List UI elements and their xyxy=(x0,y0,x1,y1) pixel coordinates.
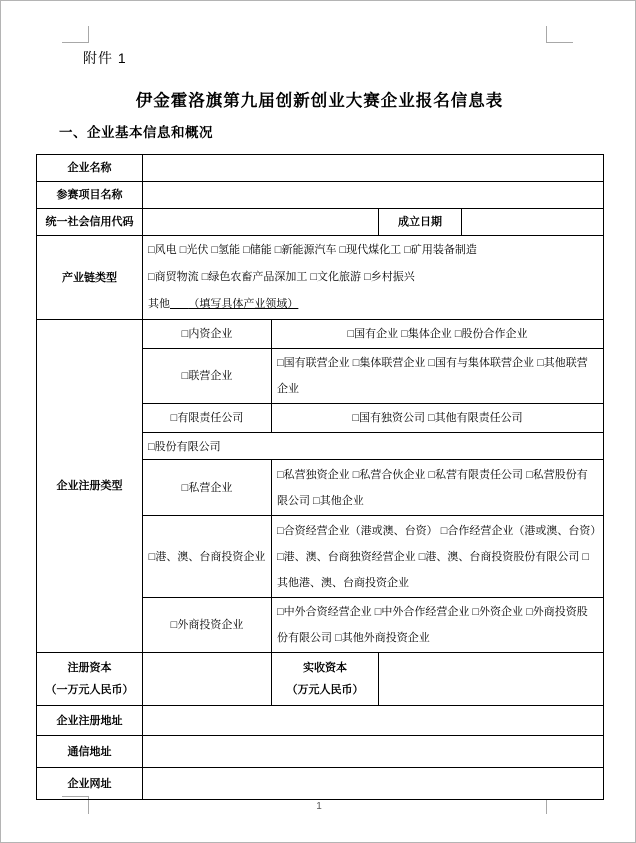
reg-type-foreign[interactable]: □外商投资企业 xyxy=(143,598,272,653)
website-field[interactable] xyxy=(143,768,604,800)
reg-type-domestic-options[interactable]: □国有企业 □集体企业 □股份合作企业 xyxy=(272,320,604,349)
paid-in-capital-label xyxy=(272,653,379,706)
registered-capital-label xyxy=(37,653,143,706)
reg-type-llc-options[interactable]: □国有独资公司 □其他有限责任公司 xyxy=(272,404,604,433)
table-row xyxy=(37,155,604,182)
reg-type-private-options[interactable]: □私营独资企业 □私营合伙企业 □私营有限责任公司 □私营股份有限公司 □其他企业 xyxy=(272,460,604,516)
registered-address-label: 企业注册地址 xyxy=(37,706,143,736)
table-row xyxy=(37,653,604,706)
industry-chain-options[interactable] xyxy=(143,236,604,320)
registered-capital-label-line1: 注册资本 xyxy=(67,662,112,674)
reg-type-hmt[interactable]: □港、澳、台商投资企业 xyxy=(143,516,272,598)
establish-date-field[interactable] xyxy=(462,209,604,236)
page-number: 1 xyxy=(316,801,322,812)
other-prefix: 其他 xyxy=(148,298,170,310)
company-name-label: 企业名称 xyxy=(37,155,143,182)
industry-chain-options-line1[interactable]: □风电 □光伏 □氢能 □储能 □新能源汽车 □现代煤化工 □矿用装备制造 xyxy=(148,244,477,256)
mailing-address-field[interactable] xyxy=(143,736,604,768)
table-row xyxy=(37,236,604,320)
crop-mark-top-right-icon xyxy=(546,26,573,43)
reg-type-domestic[interactable]: □内资企业 xyxy=(143,320,272,349)
registered-capital-label-line2: （一万元人民币） xyxy=(45,684,134,696)
reg-type-private[interactable]: □私营企业 xyxy=(143,460,272,516)
other-hint: （填写具体产业领域） xyxy=(188,298,299,310)
reg-type-hmt-options[interactable]: □合资经营企业（港或澳、台资） □合作经营企业（港或澳、台资）□港、澳、台商独资经营企业 □港、澳、台商投资股份有限公司 □其他港、澳、台商投资企业 xyxy=(272,516,604,598)
attachment-label: 附件 1 xyxy=(83,50,127,66)
reg-type-joint-stock[interactable]: □股份有限公司 xyxy=(143,433,604,460)
reg-type-foreign-options[interactable]: □中外合资经营企业 □中外合作经营企业 □外资企业 □外商投资股份有限公司 □其他外商投资企业 xyxy=(272,598,604,653)
section-heading: 一、企业基本信息和概况 xyxy=(59,125,213,140)
table-row xyxy=(37,182,604,209)
industry-chain-options-line2[interactable]: □商贸物流 □绿色农畜产品深加工 □文化旅游 □乡村振兴 xyxy=(148,271,415,283)
reg-type-joint-options[interactable]: □国有联营企业 □集体联营企业 □国有与集体联营企业 □其他联营企业 xyxy=(272,349,604,404)
industry-chain-other-line[interactable] xyxy=(148,291,598,318)
table-row xyxy=(37,736,604,768)
table-row xyxy=(37,209,604,236)
project-name-label: 参赛项目名称 xyxy=(37,182,143,209)
table-row xyxy=(37,706,604,736)
enterprise-info-table xyxy=(36,154,604,800)
registration-type-label: 企业注册类型 xyxy=(37,320,143,653)
mailing-address-label: 通信地址 xyxy=(37,736,143,768)
project-name-field[interactable] xyxy=(143,182,604,209)
page-title: 伊金霍洛旗第九届创新创业大赛企业报名信息表 xyxy=(135,92,504,110)
table-row xyxy=(37,320,604,349)
registered-capital-field[interactable] xyxy=(143,653,272,706)
reg-type-joint[interactable]: □联营企业 xyxy=(143,349,272,404)
credit-code-label: 统一社会信用代码 xyxy=(37,209,143,236)
registered-address-field[interactable] xyxy=(143,706,604,736)
reg-type-llc[interactable]: □有限责任公司 xyxy=(143,404,272,433)
industry-chain-label: 产业链类型 xyxy=(37,236,143,320)
paid-in-capital-field[interactable] xyxy=(379,653,604,706)
company-name-field[interactable] xyxy=(143,155,604,182)
table-row xyxy=(37,768,604,800)
other-blank-field[interactable] xyxy=(170,298,188,310)
credit-code-field[interactable] xyxy=(143,209,379,236)
paid-in-capital-label-line2: （万元人民币） xyxy=(286,684,364,696)
crop-mark-top-left-icon xyxy=(62,26,89,43)
paid-in-capital-label-line1: 实收资本 xyxy=(303,662,347,674)
website-label: 企业网址 xyxy=(37,768,143,800)
establish-date-label: 成立日期 xyxy=(379,209,462,236)
